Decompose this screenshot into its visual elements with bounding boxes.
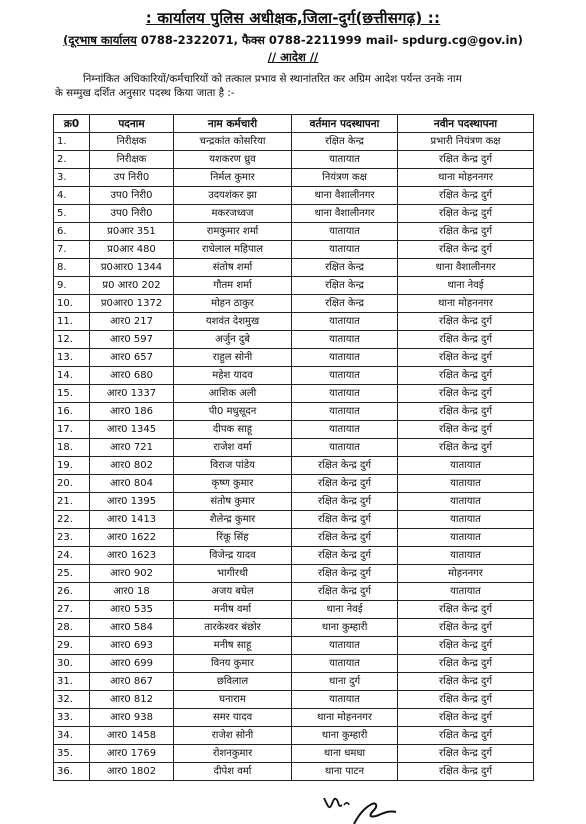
cell-serial: 11. (54, 313, 90, 331)
table-row (54, 637, 534, 655)
table-row (54, 205, 534, 223)
cell-current-posting: थाना धमधा (292, 745, 398, 763)
cell-employee-name: मनीष साहू (174, 637, 292, 655)
phone-label: (दूरभाष कार्यालय (63, 33, 137, 47)
cell-new-posting: थाना मोहननगर (398, 169, 534, 187)
cell-current-posting: रक्षित केन्द्र दुर्ग (292, 565, 398, 583)
signature-image (318, 790, 408, 824)
cell-new-posting: रक्षित केन्द्र दुर्ग (398, 151, 534, 169)
cell-employee-name: गौतम शर्मा (174, 277, 292, 295)
cell-current-posting: रक्षित केन्द्र दुर्ग (292, 583, 398, 601)
cell-employee-name: दीपेश वर्मा (174, 763, 292, 781)
order-heading: // आदेश // (267, 50, 319, 64)
cell-serial: 9. (54, 277, 90, 295)
cell-new-posting: रक्षित केन्द्र दुर्ग (398, 421, 534, 439)
cell-employee-name: राधेलाल महिपाल (174, 241, 292, 259)
table-row (54, 709, 534, 727)
cell-serial: 32. (54, 691, 90, 709)
cell-current-posting: यातायात (292, 241, 398, 259)
table-row (54, 511, 534, 529)
cell-current-posting: थाना पाटन (292, 763, 398, 781)
cell-employee-name: मोहन ठाकुर (174, 295, 292, 313)
cell-serial: 28. (54, 619, 90, 637)
table-row (54, 133, 534, 151)
cell-employee-name: शैलेन्द्र कुमार (174, 511, 292, 529)
cell-designation: प्र0आर0 1344 (90, 259, 174, 277)
cell-employee-name: विजेन्द्र यादव (174, 547, 292, 565)
cell-serial: 3. (54, 169, 90, 187)
cell-designation: आर0 186 (90, 403, 174, 421)
cell-serial: 18. (54, 439, 90, 457)
cell-employee-name: कृष्ण कुमार (174, 475, 292, 493)
cell-new-posting: यातायात (398, 547, 534, 565)
cell-employee-name: समर यादव (174, 709, 292, 727)
table-header-row (54, 115, 534, 133)
cell-current-posting: यातायात (292, 349, 398, 367)
table-row (54, 439, 534, 457)
cell-designation: आर0 657 (90, 349, 174, 367)
cell-serial: 20. (54, 475, 90, 493)
table-row (54, 619, 534, 637)
cell-serial: 14. (54, 367, 90, 385)
cell-designation: आर0 867 (90, 673, 174, 691)
cell-employee-name: यशवंत देशमुख (174, 313, 292, 331)
cell-employee-name: पी0 मधुसूदन (174, 403, 292, 421)
cell-new-posting: रक्षित केन्द्र दुर्ग (398, 637, 534, 655)
cell-new-posting: रक्षित केन्द्र दुर्ग (398, 223, 534, 241)
cell-new-posting: थाना मोहननगर (398, 295, 534, 313)
cell-new-posting: रक्षित केन्द्र दुर्ग (398, 385, 534, 403)
cell-current-posting: रक्षित केन्द्र (292, 133, 398, 151)
cell-designation: प्र0 आर0 202 (90, 277, 174, 295)
cell-serial: 35. (54, 745, 90, 763)
cell-designation: आर0 584 (90, 619, 174, 637)
table-row (54, 151, 534, 169)
cell-current-posting: यातायात (292, 637, 398, 655)
cell-designation: आर0 597 (90, 331, 174, 349)
cell-new-posting: रक्षित केन्द्र दुर्ग (398, 331, 534, 349)
cell-employee-name: उदयशंकर झा (174, 187, 292, 205)
cell-current-posting: थाना वैशालीनगर (292, 187, 398, 205)
cell-new-posting: यातायात (398, 583, 534, 601)
cell-current-posting: यातायात (292, 151, 398, 169)
intro-line-1: निम्नांकित अधिकारियों/कर्मचारियों को तत्काल प्रभाव से स्थानांतरित कर अग्रिम आदेश पर्यन्त उनके नाम (83, 73, 462, 85)
cell-current-posting: यातायात (292, 331, 398, 349)
cell-serial: 33. (54, 709, 90, 727)
cell-new-posting: रक्षित केन्द्र दुर्ग (398, 709, 534, 727)
cell-designation: निरीक्षक (90, 151, 174, 169)
table-row (54, 583, 534, 601)
cell-serial: 2. (54, 151, 90, 169)
cell-serial: 6. (54, 223, 90, 241)
cell-designation: आर0 812 (90, 691, 174, 709)
cell-employee-name: भागीरथी (174, 565, 292, 583)
cell-designation: आर0 1345 (90, 421, 174, 439)
cell-designation: आर0 1769 (90, 745, 174, 763)
cell-current-posting: रक्षित केन्द्र दुर्ग (292, 547, 398, 565)
cell-new-posting: मोहननगर (398, 565, 534, 583)
table-row (54, 367, 534, 385)
cell-new-posting: रक्षित केन्द्र दुर्ग (398, 313, 534, 331)
cell-current-posting: यातायात (292, 655, 398, 673)
cell-employee-name: संतोष शर्मा (174, 259, 292, 277)
cell-designation: आर0 680 (90, 367, 174, 385)
cell-designation: आर0 1458 (90, 727, 174, 745)
transfer-table (53, 114, 534, 781)
cell-employee-name: रामकुमार शर्मा (174, 223, 292, 241)
table-row (54, 457, 534, 475)
cell-designation: आर0 18 (90, 583, 174, 601)
cell-new-posting: यातायात (398, 493, 534, 511)
table-row (54, 673, 534, 691)
cell-serial: 21. (54, 493, 90, 511)
table-row (54, 349, 534, 367)
cell-employee-name: यशकरण ध्रुव (174, 151, 292, 169)
cell-serial: 7. (54, 241, 90, 259)
cell-serial: 15. (54, 385, 90, 403)
cell-current-posting: नियंत्रण कक्ष (292, 169, 398, 187)
cell-new-posting: प्रभारी नियंत्रण कक्ष (398, 133, 534, 151)
cell-new-posting: रक्षित केन्द्र दुर्ग (398, 439, 534, 457)
cell-serial: 19. (54, 457, 90, 475)
cell-current-posting: रक्षित केन्द्र (292, 277, 398, 295)
cell-current-posting: यातायात (292, 403, 398, 421)
table-row (54, 601, 534, 619)
cell-current-posting: रक्षित केन्द्र दुर्ग (292, 529, 398, 547)
cell-current-posting: थाना नेवई (292, 601, 398, 619)
table-row (54, 295, 534, 313)
cell-employee-name: राहुल सोनी (174, 349, 292, 367)
cell-serial: 8. (54, 259, 90, 277)
cell-new-posting: रक्षित केन्द्र दुर्ग (398, 205, 534, 223)
cell-serial: 25. (54, 565, 90, 583)
cell-new-posting: रक्षित केन्द्र दुर्ग (398, 655, 534, 673)
cell-current-posting: यातायात (292, 691, 398, 709)
cell-serial: 13. (54, 349, 90, 367)
cell-new-posting: रक्षित केन्द्र दुर्ग (398, 403, 534, 421)
cell-serial: 16. (54, 403, 90, 421)
cell-employee-name: मकरजध्वज (174, 205, 292, 223)
cell-designation: उप0 निरी0 (90, 187, 174, 205)
cell-designation: आर0 699 (90, 655, 174, 673)
table-row (54, 529, 534, 547)
cell-designation: आर0 1622 (90, 529, 174, 547)
cell-designation: आर0 902 (90, 565, 174, 583)
cell-designation: निरीक्षक (90, 133, 174, 151)
cell-designation: आर0 804 (90, 475, 174, 493)
cell-new-posting: रक्षित केन्द्र दुर्ग (398, 601, 534, 619)
cell-employee-name: रोशनकुमार (174, 745, 292, 763)
cell-serial: 1. (54, 133, 90, 151)
cell-current-posting: थाना दुर्ग (292, 673, 398, 691)
header-employee-name: नाम कर्मचारी (174, 115, 292, 133)
table-row (54, 331, 534, 349)
cell-current-posting: थाना मोहननगर (292, 709, 398, 727)
cell-current-posting: यातायात (292, 385, 398, 403)
office-title: : कार्यालय पुलिस अधीक्षक,जिला-दुर्ग(छत्तीसगढ़) :: (145, 9, 441, 27)
cell-serial: 29. (54, 637, 90, 655)
table-row (54, 313, 534, 331)
cell-current-posting: यातायात (292, 223, 398, 241)
cell-new-posting: रक्षित केन्द्र दुर्ग (398, 187, 534, 205)
table-row (54, 655, 534, 673)
cell-new-posting: रक्षित केन्द्र दुर्ग (398, 745, 534, 763)
cell-new-posting: रक्षित केन्द्र दुर्ग (398, 367, 534, 385)
cell-employee-name: निर्मल कुमार (174, 169, 292, 187)
cell-employee-name: विराज पांडेय (174, 457, 292, 475)
table-row (54, 421, 534, 439)
cell-designation: आर0 217 (90, 313, 174, 331)
cell-employee-name: घनाराम (174, 691, 292, 709)
table-row (54, 493, 534, 511)
cell-designation: आर0 1413 (90, 511, 174, 529)
cell-new-posting: रक्षित केन्द्र दुर्ग (398, 241, 534, 259)
cell-designation: प्र0आर 480 (90, 241, 174, 259)
cell-serial: 12. (54, 331, 90, 349)
cell-new-posting: थाना नेवई (398, 277, 534, 295)
cell-employee-name: दीपक साहू (174, 421, 292, 439)
cell-designation: आर0 1802 (90, 763, 174, 781)
cell-employee-name: राजेश सोनी (174, 727, 292, 745)
cell-serial: 17. (54, 421, 90, 439)
table-row (54, 403, 534, 421)
cell-new-posting: थाना वैशालीनगर (398, 259, 534, 277)
intro-paragraph (55, 72, 535, 100)
cell-employee-name: राजेश वर्मा (174, 439, 292, 457)
cell-new-posting: रक्षित केन्द्र दुर्ग (398, 349, 534, 367)
cell-designation: आर0 1337 (90, 385, 174, 403)
header-designation: पदनाम (90, 115, 174, 133)
cell-serial: 10. (54, 295, 90, 313)
cell-designation: प्र0आर 351 (90, 223, 174, 241)
cell-employee-name: तारकेश्वर बंछोर (174, 619, 292, 637)
table-row (54, 727, 534, 745)
cell-designation: आर0 535 (90, 601, 174, 619)
cell-current-posting: यातायात (292, 439, 398, 457)
phone-number: 0788-2322071, (140, 33, 239, 47)
cell-new-posting: रक्षित केन्द्र दुर्ग (398, 727, 534, 745)
cell-current-posting: यातायात (292, 421, 398, 439)
cell-employee-name: महेश यादव (174, 367, 292, 385)
cell-new-posting: रक्षित केन्द्र दुर्ग (398, 619, 534, 637)
cell-designation: आर0 938 (90, 709, 174, 727)
cell-current-posting: रक्षित केन्द्र दुर्ग (292, 475, 398, 493)
letterhead (0, 8, 586, 65)
table-row (54, 745, 534, 763)
cell-serial: 31. (54, 673, 90, 691)
cell-new-posting: यातायात (398, 511, 534, 529)
cell-serial: 26. (54, 583, 90, 601)
table-row (54, 187, 534, 205)
cell-designation: आर0 802 (90, 457, 174, 475)
cell-designation: उप निरी0 (90, 169, 174, 187)
table-row (54, 169, 534, 187)
fax-number: फैक्स 0788-2211999 (242, 33, 362, 47)
cell-designation: आर0 1623 (90, 547, 174, 565)
header-serial: क्र0 (54, 115, 90, 133)
cell-current-posting: रक्षित केन्द्र दुर्ग (292, 493, 398, 511)
cell-employee-name: संतोष कुमार (174, 493, 292, 511)
cell-current-posting: थाना कुम्हारी (292, 727, 398, 745)
cell-current-posting: रक्षित केन्द्र दुर्ग (292, 511, 398, 529)
intro-line-2: के सम्मुख दर्शित अनुसार पदस्थ किया जाता है :- (55, 87, 235, 99)
cell-designation: आर0 1395 (90, 493, 174, 511)
cell-serial: 34. (54, 727, 90, 745)
cell-current-posting: रक्षित केन्द्र (292, 295, 398, 313)
cell-designation: उप0 निरी0 (90, 205, 174, 223)
table-row (54, 223, 534, 241)
table-row (54, 277, 534, 295)
cell-serial: 22. (54, 511, 90, 529)
cell-new-posting: रक्षित केन्द्र दुर्ग (398, 691, 534, 709)
cell-current-posting: थाना कुम्हारी (292, 619, 398, 637)
cell-designation: आर0 721 (90, 439, 174, 457)
cell-employee-name: छविलाल (174, 673, 292, 691)
cell-designation: प्र0आर0 1372 (90, 295, 174, 313)
cell-serial: 23. (54, 529, 90, 547)
header-current-posting: वर्तमान पदस्थापना (292, 115, 398, 133)
cell-serial: 24. (54, 547, 90, 565)
table-row (54, 259, 534, 277)
cell-serial: 27. (54, 601, 90, 619)
cell-new-posting: रक्षित केन्द्र दुर्ग (398, 763, 534, 781)
cell-current-posting: यातायात (292, 313, 398, 331)
table-row (54, 241, 534, 259)
header-new-posting: नवीन पदस्थापना (398, 115, 534, 133)
cell-designation: आर0 693 (90, 637, 174, 655)
cell-new-posting: रक्षित केन्द्र दुर्ग (398, 673, 534, 691)
cell-employee-name: अजय बघेल (174, 583, 292, 601)
table-row (54, 475, 534, 493)
cell-employee-name: रिंकू सिंह (174, 529, 292, 547)
cell-employee-name: अर्जुन दुबे (174, 331, 292, 349)
cell-new-posting: यातायात (398, 529, 534, 547)
cell-current-posting: थाना वैशालीनगर (292, 205, 398, 223)
cell-employee-name: मनीष वर्मा (174, 601, 292, 619)
contact-line (0, 32, 586, 48)
cell-current-posting: रक्षित केन्द्र (292, 259, 398, 277)
cell-serial: 5. (54, 205, 90, 223)
table-row (54, 547, 534, 565)
cell-employee-name: आशिक अली (174, 385, 292, 403)
cell-serial: 30. (54, 655, 90, 673)
cell-serial: 4. (54, 187, 90, 205)
table-row (54, 385, 534, 403)
cell-employee-name: विनय कुमार (174, 655, 292, 673)
table-row (54, 763, 534, 781)
cell-new-posting: यातायात (398, 475, 534, 493)
cell-serial: 36. (54, 763, 90, 781)
cell-new-posting: यातायात (398, 457, 534, 475)
cell-employee-name: चन्द्रकांत कोसरिया (174, 133, 292, 151)
email-address: mail- spdurg.cg@gov.in) (365, 33, 523, 47)
table-row (54, 691, 534, 709)
cell-current-posting: यातायात (292, 367, 398, 385)
table-row (54, 565, 534, 583)
table-body (54, 133, 534, 781)
cell-current-posting: रक्षित केन्द्र दुर्ग (292, 457, 398, 475)
